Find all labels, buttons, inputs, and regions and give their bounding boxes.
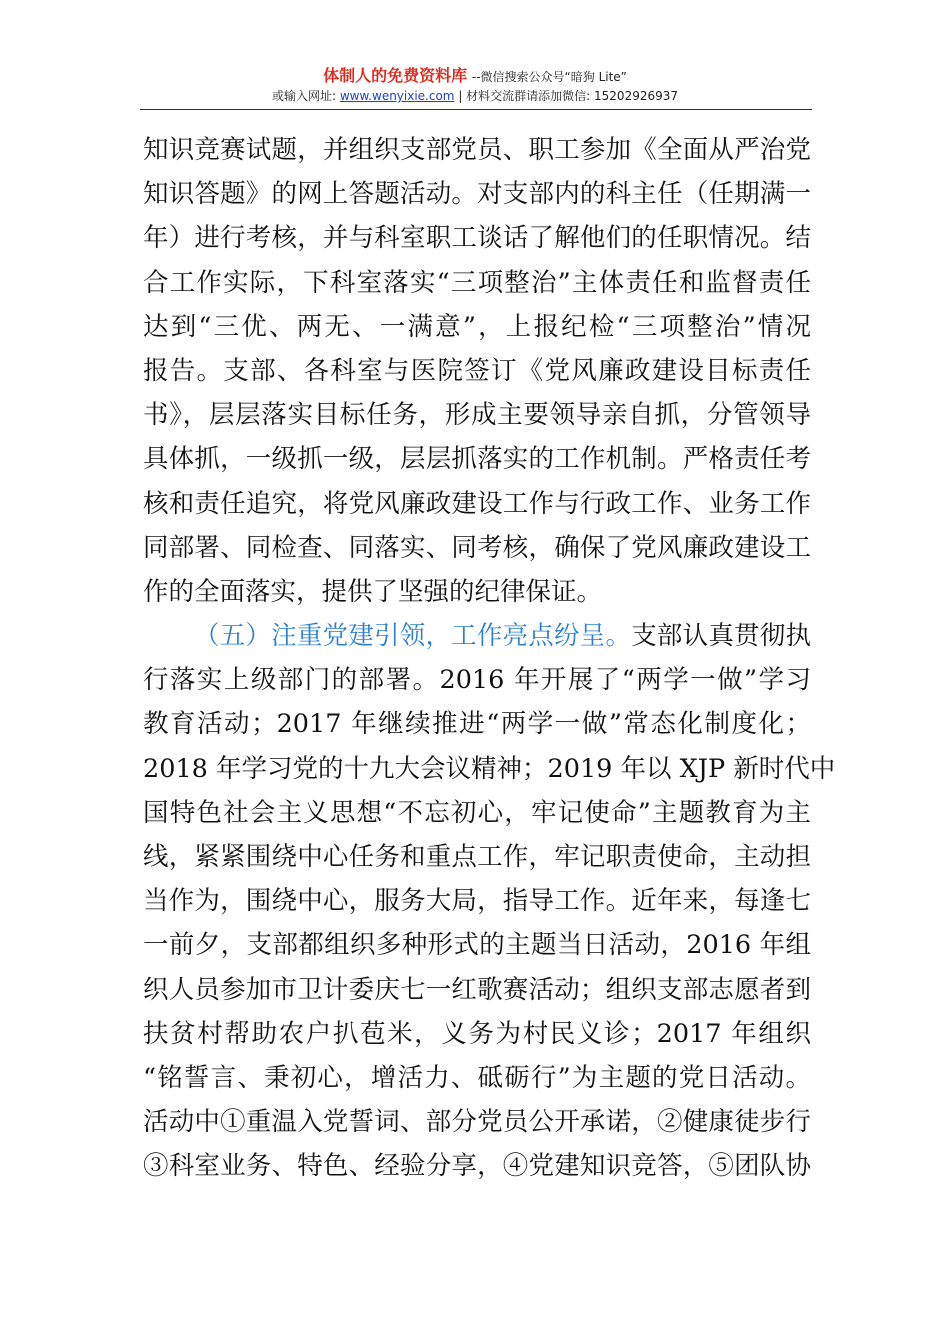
- header-banner: [140, 66, 810, 87]
- text-line: 书》，层层落实目标任务，形成主要领导亲自抓，分管领导: [143, 400, 811, 431]
- header-site-link[interactable]: www.wenyixie.com: [339, 89, 455, 103]
- text-line: 教育活动；2017 年继续推进“两学一做”常态化制度化；: [143, 709, 811, 740]
- text-line: 国特色社会主义思想“不忘初心，牢记使命”主题教育为主: [143, 797, 811, 828]
- text-line: 核和责任追究，将党风廉政建设工作与行政工作、业务工作: [143, 488, 811, 519]
- text-line: 知识答题》的网上答题活动。对支部内的科主任（任期满一: [143, 179, 811, 210]
- text-line: 扶贫村帮助农户扒苞米，义务为村民义诊；2017 年组织: [143, 1018, 811, 1049]
- text-line: 报告。支部、各科室与医院签订《党风廉政建设目标责任: [143, 355, 811, 386]
- section-heading: （五）注重党建引领，工作亮点纷呈。: [194, 621, 632, 652]
- text-line: 线，紧紧围绕中心任务和重点工作，牢记职责使命，主动担: [143, 842, 811, 872]
- header-contact: | 材料交流群请添加微信: 15202926937: [454, 89, 679, 103]
- header-tagline: --微信搜索公众号“暗狗 Lite”: [471, 70, 627, 84]
- section-heading-line: [143, 614, 811, 658]
- text-line: 当作为，围绕中心，服务大局，指导工作。近年来，每逢七: [143, 886, 811, 917]
- text-line: 一前夕，支部都组织多种形式的主题当日活动，2016 年组: [143, 930, 811, 961]
- text-line: 年）进行考核，并与科室职工谈话了解他们的任职情况。结: [143, 223, 811, 254]
- text-line: 同部署、同检查、同落实、同考核，确保了党风廉政建设工: [143, 532, 811, 563]
- text-line: 知识竞赛试题，并组织支部党员、职工参加《全面从严治党: [143, 135, 811, 165]
- document-body: [143, 128, 836, 1189]
- header-title: 体制人的免费资料库: [323, 66, 468, 85]
- header-contact-line: [140, 87, 810, 105]
- text-line: ③科室业务、特色、经验分享，④党建知识竞答，⑤团队协: [143, 1151, 811, 1182]
- header-divider: [140, 109, 812, 110]
- text-line: 达到“三优、两无、一满意”，上报纪检“三项整治”情况: [143, 311, 811, 342]
- page-header: [140, 66, 810, 105]
- text-line: 具体抓，一级抓一级，层层抓落实的工作机制。严格责任考: [143, 444, 811, 475]
- text-line: 织人员参加市卫计委庆七一红歌赛活动；组织支部志愿者到: [143, 974, 811, 1005]
- text-line: 行落实上级部门的部署。2016 年开展了“两学一做”学习: [143, 665, 811, 696]
- text-line: “铭誓言、秉初心，增活力、砥砺行”为主题的党日活动。: [143, 1062, 811, 1093]
- text-line: 作的全面落实，提供了坚强的纪律保证。: [143, 576, 603, 607]
- text-line: 2018 年学习党的十九大会议精神；2019 年以 XJP 新时代中: [143, 753, 836, 784]
- text-line: 合工作实际，下科室落实“三项整治”主体责任和监督责任: [143, 267, 811, 298]
- text-line: 活动中①重温入党誓词、部分党员公开承诺，②健康徒步行: [143, 1107, 811, 1138]
- section-heading-rest: 支部认真贯彻执: [631, 621, 811, 652]
- header-site-prefix: 或输入网址:: [271, 89, 337, 103]
